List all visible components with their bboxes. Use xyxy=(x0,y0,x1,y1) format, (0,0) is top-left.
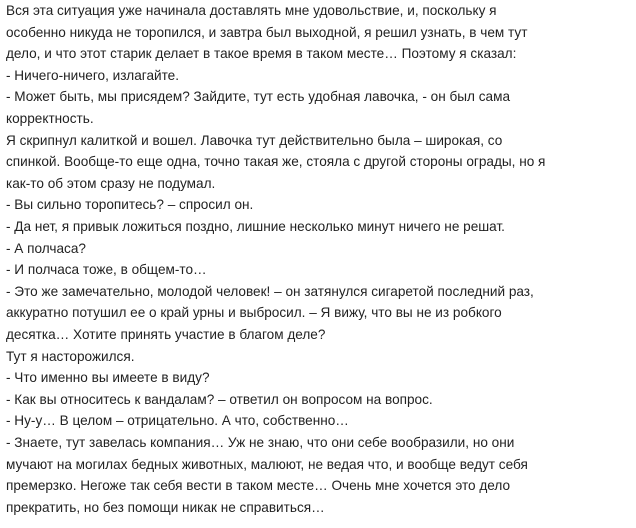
text-line: - Ну-у… В целом – отрицательно. А что, собственно… xyxy=(6,413,349,429)
text-line: - Что именно вы имеете в виду? xyxy=(6,370,210,386)
text-line: - Как вы относитесь к вандалам? – ответил он вопросом на вопрос. xyxy=(6,391,433,407)
text-line: Я скрипнул калиткой и вошел. Лавочка тут действительно была – широкая, со xyxy=(6,132,503,148)
text-line: дело, и что этот старик делает в такое время в таком месте… Поэтому я сказал: xyxy=(6,46,517,62)
text-line: - И полчаса тоже, в общем-то… xyxy=(6,262,207,278)
text-line: премерзко. Негоже так себя вести в таком месте… Очень мне хочется это дело xyxy=(6,478,511,494)
text-line: - Вы сильно торопитесь? – спросил он. xyxy=(6,197,254,213)
text-line: мучают на могилах бедных животных, малюют, не ведая что, и вообще ведут себя xyxy=(6,456,528,472)
text-line: - А полчаса? xyxy=(6,240,86,256)
text-line: Вся эта ситуация уже начинала доставлять мне удовольствие, и, поскольку я xyxy=(6,3,497,18)
text-line: - Знаете, тут завелась компания… Уж не знаю, что они себе вообразили, но они xyxy=(6,435,515,450)
text-line: спинкой. Вообще-то еще одна, точно такая же, стояла с другой стороны ограды, но я xyxy=(6,154,546,170)
text-line: - Может быть, мы присядем? Зайдите, тут есть удобная лавочка, - он был сама xyxy=(6,89,511,105)
text-line: Тут я насторожился. xyxy=(6,348,135,364)
text-line: особенно никуда не торопился, и завтра был выходной, я решил узнать, в чем тут xyxy=(6,24,528,40)
text-line: как-то об этом сразу не подумал. xyxy=(6,175,216,191)
text-line: десятка… Хотите принять участие в благом деле? xyxy=(6,327,326,342)
text-line: корректность. xyxy=(6,111,94,126)
text-line: - Ничего-ничего, излагайте. xyxy=(6,67,180,83)
text-line: аккуратно потушил ее о край урны и выбросил. – Я вижу, что вы не из робкого xyxy=(6,305,502,321)
text-line: прекратить, но без помощи никак не справиться… xyxy=(6,499,325,515)
text-line: - Да нет, я привык ложиться поздно, лишние несколько минут ничего не решат. xyxy=(6,219,505,234)
text-line: - Это же замечательно, молодой человек! – он затянулся сигаретой последний раз, xyxy=(6,283,534,299)
